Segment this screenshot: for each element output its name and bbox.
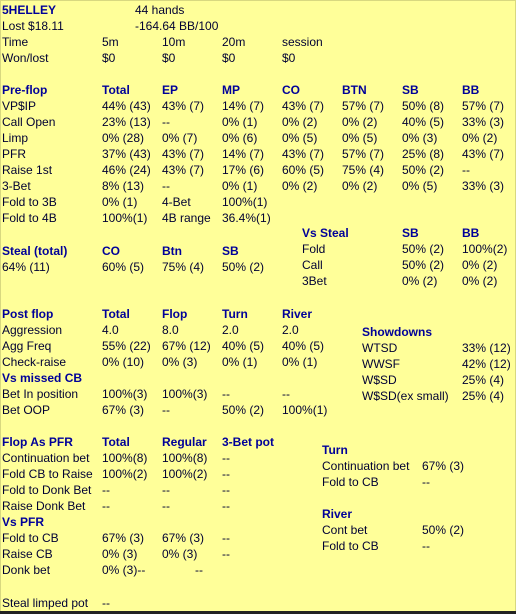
stat-cell: 67% (3) bbox=[102, 403, 145, 417]
stat-cell: 40% (5) bbox=[282, 339, 325, 353]
stat-cell: 50% (2) bbox=[402, 258, 445, 272]
stat-cell: 33% (3) bbox=[462, 179, 505, 193]
stat-cell: 100%(8) bbox=[162, 451, 208, 465]
stat-cell: 50% (2) bbox=[222, 260, 265, 274]
stat-cell: 100%(1) bbox=[282, 403, 328, 417]
stat-header: Vs missed CB bbox=[2, 371, 83, 385]
stat-cell: 0% (5) bbox=[402, 179, 438, 193]
stat-cell: 60% (5) bbox=[282, 163, 325, 177]
stat-cell: 0% (2) bbox=[342, 115, 378, 129]
stat-cell: 5m bbox=[102, 35, 119, 49]
stat-cell: Continuation bet bbox=[322, 459, 410, 473]
stat-cell: W$SD(ex small) bbox=[362, 389, 449, 403]
stat-cell: 57% (7) bbox=[342, 147, 385, 161]
stat-cell: Call bbox=[302, 258, 323, 272]
stat-cell: -- bbox=[162, 499, 170, 513]
stat-cell: W$SD bbox=[362, 373, 397, 387]
stat-header: SB bbox=[402, 226, 419, 240]
stat-cell: 67% (3) bbox=[102, 531, 145, 545]
stat-cell: 23% (13) bbox=[102, 115, 151, 129]
stat-cell: 44% (43) bbox=[102, 99, 151, 113]
stat-cell: -- bbox=[222, 499, 230, 513]
stat-cell: 2.0 bbox=[282, 323, 299, 337]
stat-cell: 50% (2) bbox=[222, 403, 265, 417]
stat-header: Post flop bbox=[2, 307, 54, 321]
stat-header: BTN bbox=[342, 83, 367, 97]
stat-cell: 8% (13) bbox=[102, 179, 145, 193]
stat-header: Vs Steal bbox=[302, 226, 349, 240]
stat-cell: 0% (3) bbox=[162, 355, 198, 369]
stat-cell: 10m bbox=[162, 35, 186, 49]
stat-cell: 43% (7) bbox=[162, 147, 205, 161]
stat-cell: 0% (1) bbox=[282, 355, 318, 369]
stat-cell: 4-Bet bbox=[162, 195, 191, 209]
stat-cell: Call Open bbox=[2, 115, 56, 129]
stat-cell: 50% (2) bbox=[422, 523, 465, 537]
stat-cell: Bet OOP bbox=[2, 403, 51, 417]
stat-cell: -- bbox=[162, 115, 170, 129]
stat-cell: Lost $18.11 bbox=[2, 19, 64, 33]
stat-cell: 8.0 bbox=[162, 323, 179, 337]
stat-cell: 50% (2) bbox=[402, 163, 445, 177]
stat-cell: PFR bbox=[2, 147, 26, 161]
stat-cell: 100%(8) bbox=[102, 451, 148, 465]
stat-cell: $0 bbox=[222, 51, 236, 65]
stat-cell: 14% (7) bbox=[222, 99, 265, 113]
stat-header: 3-Bet pot bbox=[222, 435, 274, 449]
stat-cell: -- bbox=[222, 467, 230, 481]
stat-cell: Bet In position bbox=[2, 387, 79, 401]
stat-cell: 25% (4) bbox=[462, 373, 505, 387]
stat-cell: 4B range bbox=[162, 211, 211, 225]
stat-cell: 25% (8) bbox=[402, 147, 445, 161]
stat-cell: VP$IP bbox=[2, 99, 37, 113]
stat-cell: -164.64 BB/100 bbox=[135, 19, 219, 33]
stat-cell: 20m bbox=[222, 35, 246, 49]
stat-cell: 0% (28) bbox=[102, 131, 145, 145]
stat-cell: -- bbox=[102, 499, 110, 513]
stat-cell: -- bbox=[195, 563, 203, 577]
stat-cell: 0% (3)-- bbox=[102, 563, 146, 577]
stat-cell: 2.0 bbox=[222, 323, 239, 337]
stat-header: Showdowns bbox=[362, 325, 432, 339]
stat-cell: Donk bet bbox=[2, 563, 51, 577]
stat-cell: 0% (1) bbox=[102, 195, 138, 209]
stat-cell: 0% (10) bbox=[102, 355, 145, 369]
stat-cell: 100%(2) bbox=[162, 467, 208, 481]
stat-cell: 46% (24) bbox=[102, 163, 151, 177]
stat-cell: 0% (2) bbox=[402, 274, 438, 288]
stat-cell: 100%(1) bbox=[102, 211, 148, 225]
stat-cell: 17% (6) bbox=[222, 163, 265, 177]
stat-cell: -- bbox=[282, 387, 290, 401]
stat-cell: 64% (11) bbox=[2, 260, 50, 274]
stat-cell: Fold to Donk Bet bbox=[2, 483, 92, 497]
stat-header: SB bbox=[222, 244, 239, 258]
stat-cell: Check-raise bbox=[2, 355, 67, 369]
stat-cell: $0 bbox=[282, 51, 296, 65]
stat-cell: 36.4%(1) bbox=[222, 211, 271, 225]
stat-cell: -- bbox=[222, 531, 230, 545]
stat-header: SB bbox=[402, 83, 419, 97]
stat-cell: 3-Bet bbox=[2, 179, 31, 193]
stat-header: Regular bbox=[162, 435, 207, 449]
stat-cell: 55% (22) bbox=[102, 339, 151, 353]
stat-cell: 25% (4) bbox=[462, 389, 505, 403]
stat-cell: Fold bbox=[302, 242, 326, 256]
stat-cell: 100%(3) bbox=[162, 387, 208, 401]
stat-cell: Steal limped pot bbox=[2, 596, 89, 610]
stat-header: Total bbox=[102, 307, 130, 321]
stat-header: CO bbox=[282, 83, 300, 97]
stat-cell: Fold to CB bbox=[322, 539, 379, 553]
stat-cell: 3Bet bbox=[302, 274, 327, 288]
stat-header: River bbox=[322, 507, 353, 521]
stat-header: BB bbox=[462, 83, 480, 97]
stat-cell: 0% (7) bbox=[162, 131, 198, 145]
stat-cell: 60% (5) bbox=[102, 260, 145, 274]
stat-cell: -- bbox=[222, 451, 230, 465]
stat-cell: 33% (12) bbox=[462, 341, 511, 355]
stat-cell: -- bbox=[462, 163, 470, 177]
stat-cell: 14% (7) bbox=[222, 147, 265, 161]
stat-cell: 75% (4) bbox=[162, 260, 205, 274]
stat-cell: 100%(2) bbox=[102, 467, 148, 481]
stat-cell: 57% (7) bbox=[462, 99, 505, 113]
stat-cell: 100%(1) bbox=[222, 195, 268, 209]
stat-cell: Aggression bbox=[2, 323, 63, 337]
stat-cell: 37% (43) bbox=[102, 147, 151, 161]
stat-cell: 4.0 bbox=[102, 323, 119, 337]
stat-cell: WWSF bbox=[362, 357, 400, 371]
stat-header: Pre-flop bbox=[2, 83, 48, 97]
stat-cell: -- bbox=[102, 596, 110, 610]
stat-cell: Raise 1st bbox=[2, 163, 53, 177]
stat-cell: Won/lost bbox=[2, 51, 49, 65]
stat-cell: Continuation bet bbox=[2, 451, 90, 465]
stat-cell: 43% (7) bbox=[162, 99, 205, 113]
stat-cell: 44 hands bbox=[135, 3, 185, 17]
stat-cell: Fold to CB bbox=[2, 531, 59, 545]
stat-header: Turn bbox=[222, 307, 248, 321]
stat-cell: 43% (7) bbox=[282, 147, 325, 161]
stat-cell: 0% (2) bbox=[462, 258, 498, 272]
stat-cell: 43% (7) bbox=[462, 147, 505, 161]
stat-cell: -- bbox=[422, 539, 430, 553]
stat-header: Vs PFR bbox=[2, 515, 45, 529]
stat-header: Total bbox=[102, 435, 130, 449]
stat-cell: 57% (7) bbox=[342, 99, 385, 113]
stat-cell: 67% (3) bbox=[162, 531, 205, 545]
stat-header: Turn bbox=[322, 443, 348, 457]
stat-cell: 0% (1) bbox=[222, 355, 258, 369]
stat-cell: Cont bet bbox=[322, 523, 368, 537]
stat-cell: -- bbox=[162, 179, 170, 193]
stat-cell: Raise Donk Bet bbox=[2, 499, 86, 513]
stat-header: Btn bbox=[162, 244, 182, 258]
stat-cell: 0% (3) bbox=[402, 131, 438, 145]
stat-header: EP bbox=[162, 83, 179, 97]
stat-cell: Fold to 4B bbox=[2, 211, 57, 225]
stat-cell: 40% (5) bbox=[402, 115, 445, 129]
stat-header: Flop As PFR bbox=[2, 435, 73, 449]
stat-cell: 0% (2) bbox=[282, 179, 318, 193]
stat-cell: 75% (4) bbox=[342, 163, 385, 177]
stat-cell: 0% (3) bbox=[162, 547, 198, 561]
stat-cell: 0% (6) bbox=[222, 131, 258, 145]
stat-cell: 67% (12) bbox=[162, 339, 211, 353]
stat-cell: 43% (7) bbox=[282, 99, 325, 113]
stat-cell: 100%(3) bbox=[102, 387, 148, 401]
stat-cell: 0% (1) bbox=[222, 179, 258, 193]
stat-cell: WTSD bbox=[362, 341, 398, 355]
stat-cell: 100%(2) bbox=[462, 242, 508, 256]
stat-cell: -- bbox=[222, 547, 230, 561]
stat-cell: $0 bbox=[102, 51, 116, 65]
stat-cell: 0% (3) bbox=[102, 547, 138, 561]
stat-cell: 0% (5) bbox=[282, 131, 318, 145]
stat-cell: Limp bbox=[2, 131, 29, 145]
stat-header: Total bbox=[102, 83, 130, 97]
stat-cell: -- bbox=[162, 483, 170, 497]
stat-cell: 42% (12) bbox=[462, 357, 511, 371]
stat-cell: 50% (2) bbox=[402, 242, 445, 256]
stat-cell: 0% (1) bbox=[222, 115, 258, 129]
stat-cell: 67% (3) bbox=[422, 459, 465, 473]
stat-cell: 50% (8) bbox=[402, 99, 445, 113]
stat-cell: -- bbox=[222, 387, 230, 401]
stat-cell: 43% (7) bbox=[162, 163, 205, 177]
stat-cell: 40% (5) bbox=[222, 339, 265, 353]
stat-cell: 33% (3) bbox=[462, 115, 505, 129]
stat-cell: Fold to 3B bbox=[2, 195, 57, 209]
stat-cell: 0% (2) bbox=[462, 131, 498, 145]
stat-cell: $0 bbox=[162, 51, 176, 65]
stat-header: 5HELLEY bbox=[2, 3, 57, 17]
stat-cell: session bbox=[282, 35, 323, 49]
stat-cell: Agg Freq bbox=[2, 339, 52, 353]
stat-cell: Fold CB to Raise bbox=[2, 467, 93, 481]
stat-cell: Fold to CB bbox=[322, 475, 379, 489]
stat-cell: 0% (2) bbox=[342, 179, 378, 193]
stat-cell: Time bbox=[2, 35, 29, 49]
stat-cell: Raise CB bbox=[2, 547, 53, 561]
stat-header: MP bbox=[222, 83, 240, 97]
stat-cell: -- bbox=[222, 483, 230, 497]
stat-header: BB bbox=[462, 226, 480, 240]
stat-header: River bbox=[282, 307, 313, 321]
stat-cell: -- bbox=[162, 403, 170, 417]
stat-cell: -- bbox=[102, 483, 110, 497]
stat-cell: 0% (5) bbox=[342, 131, 378, 145]
stat-header: Steal (total) bbox=[2, 244, 68, 258]
stat-cell: 0% (2) bbox=[462, 274, 498, 288]
stat-cell: -- bbox=[422, 475, 430, 489]
stat-header: Flop bbox=[162, 307, 188, 321]
stat-header: CO bbox=[102, 244, 120, 258]
stat-cell: 0% (2) bbox=[282, 115, 318, 129]
